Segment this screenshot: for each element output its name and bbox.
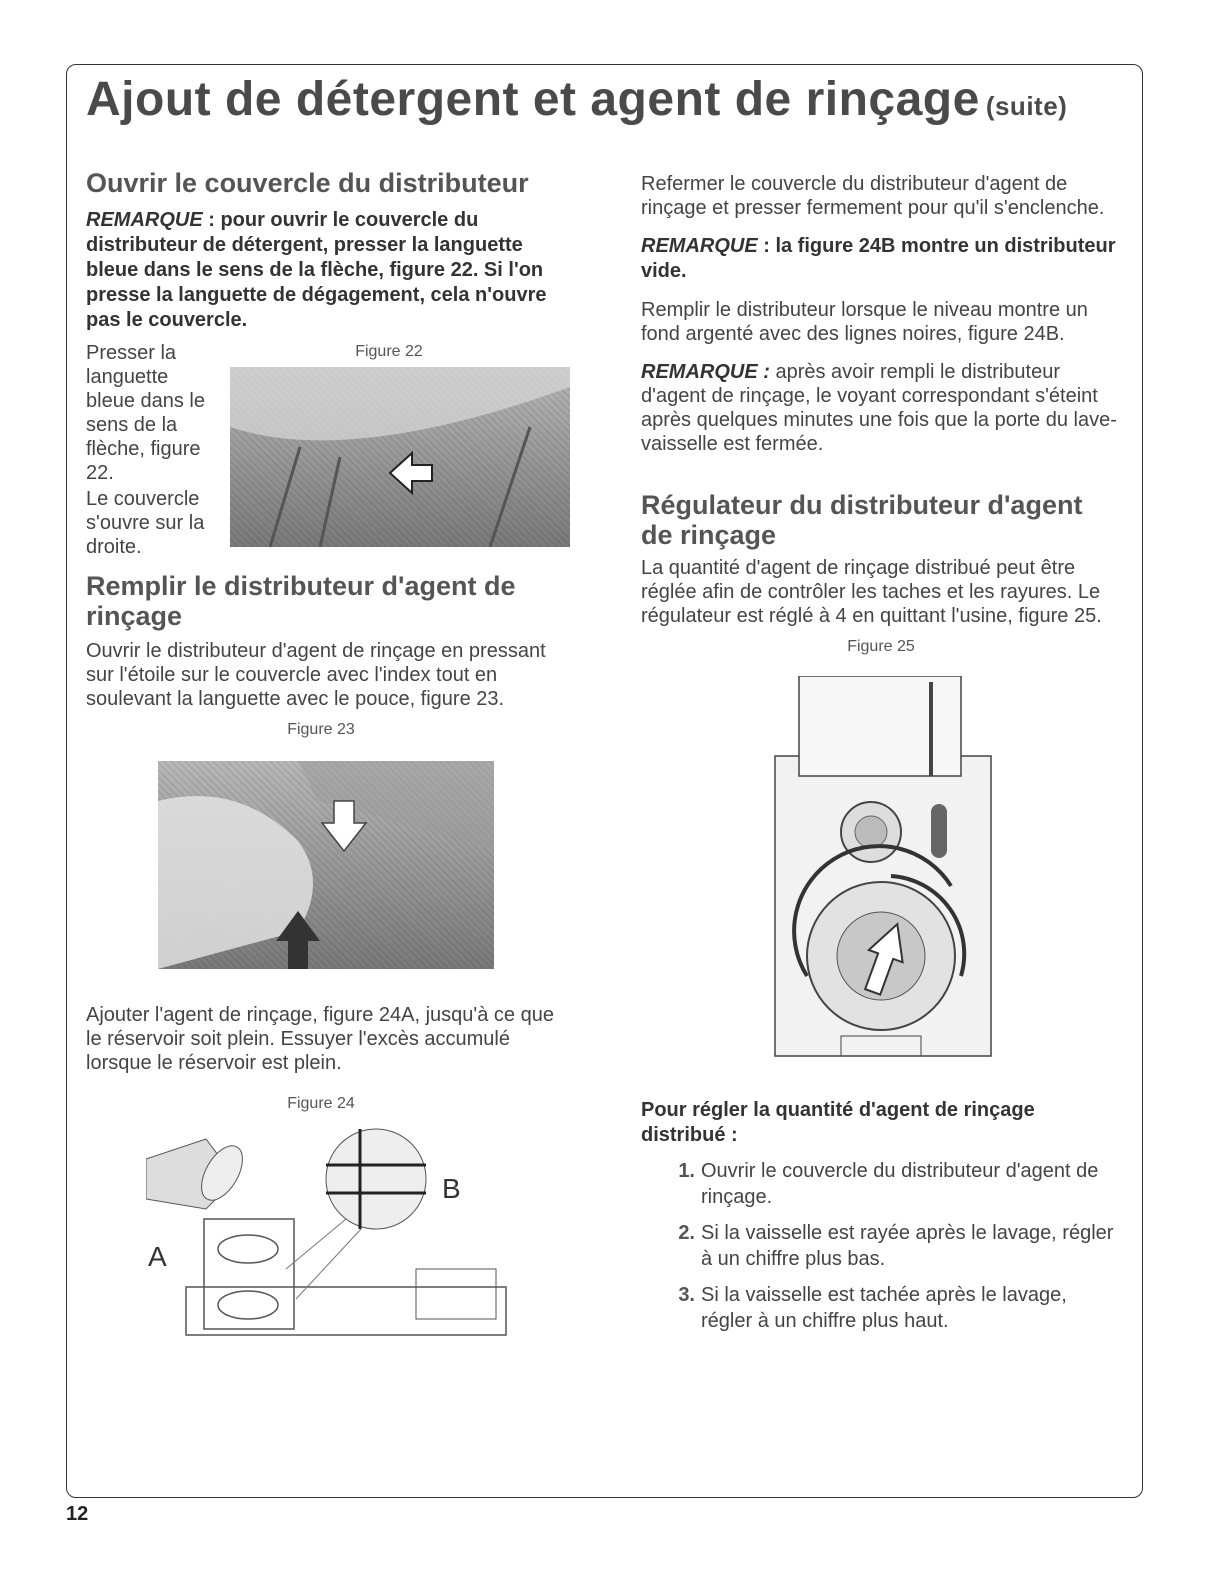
list-item: 3. Si la vaisselle est tachée après le lavage, régler à un chiffre plus haut. (678, 1284, 1067, 1332)
figure23-illustration (158, 761, 494, 969)
figure23-label: Figure 23 (287, 721, 355, 738)
figure22-image (230, 367, 570, 547)
section-heading-open-cover: Ouvrir le couvercle du distributeur (86, 168, 529, 198)
section-heading-fill-rinse: Remplir le distributeur d'agent de rinçage (86, 571, 516, 631)
figure22-label: Figure 22 (355, 343, 423, 360)
figure24-image (146, 1119, 526, 1339)
figure23-image (158, 761, 494, 969)
para-close-cover: Refermer le couvercle du distributeur d'agent de rinçage et presser fermement pour qu'il s'enclenche. (641, 173, 1105, 219)
callout-b: B (442, 1173, 461, 1204)
note-label: REMARQUE (641, 235, 758, 257)
section-heading-regulator: Régulateur du distributeur d'agent de rinçage (641, 490, 1083, 550)
note-indicator-light (641, 360, 1121, 456)
note-text: après avoir rempli le distributeur d'agent de rinçage, le voyant correspondant s'éteint après quelques minutes une fois que la porte du lave-vaisselle est fermée. (641, 361, 1117, 455)
figure25-illustration (771, 676, 1001, 1066)
callout-a: A (148, 1241, 167, 1272)
figure24-illustration (146, 1119, 526, 1339)
figure25-label: Figure 25 (847, 638, 915, 655)
figure25-image (771, 676, 1001, 1066)
para-add-rinse-aid: Ajouter l'agent de rinçage, figure 24A, jusqu'à ce que le réservoir soit plein. Essuyer l'excès accumulé lorsque le réservoir est plein. (86, 1004, 554, 1074)
note-open-cover (86, 208, 556, 333)
list-item: 2. Si la vaisselle est rayée après le lavage, régler à un chiffre plus bas. (678, 1222, 1114, 1270)
para-open-rinse-dispenser: Ouvrir le distributeur d'agent de rinçage en pressant sur l'étoile sur le couvercle avec l'index tout en soulevant la languette avec le pouce, figure 23. (86, 640, 546, 710)
page-title (86, 72, 1067, 127)
figure24-label: Figure 24 (287, 1095, 355, 1112)
note-label: REMARQUE (86, 209, 203, 231)
left-arrow-icon (390, 453, 432, 493)
page-title-suffix: (suite) (985, 91, 1068, 121)
figure22-block (86, 341, 556, 591)
note-label: REMARQUE : (641, 361, 770, 383)
note-text: : la figure 24B montre un distributeur vide. (641, 235, 1116, 282)
list-item: 1. Ouvrir le couvercle du distributeur d'agent de rinçage. (678, 1160, 1099, 1208)
page-number: 12 (66, 1503, 89, 1525)
note-empty-dispenser (641, 234, 1121, 284)
adjust-heading: Pour régler la quantité d'agent de rinçage distribué : (641, 1099, 1035, 1146)
page-title-text: Ajout de détergent et agent de rinçage (86, 73, 980, 126)
adjust-steps-list (661, 1158, 1121, 1334)
left-column (86, 168, 556, 1339)
side-text-cover-opens: Le couvercle s'ouvre sur la droite. (86, 488, 205, 558)
right-column (641, 172, 1121, 1344)
para-regulator: La quantité d'agent de rinçage distribué peut être réglée afin de contrôler les taches et les rayures. Le régulateur est réglé à 4 en quittant l'usine, figure 25. (641, 557, 1102, 627)
note-text: : pour ouvrir le couvercle du distributeur de détergent, presser la languette bleue dans le sens de la flèche, figure 22. Si l'on presse la languette de dégagement, cela n'ouvre pas le couvercle. (86, 209, 547, 331)
para-fill-when-level: Remplir le distributeur lorsque le niveau montre un fond argenté avec des lignes noires, figure 24B. (641, 299, 1088, 345)
figure22-illustration (230, 367, 570, 547)
side-text-press-tab: Presser la languette bleue dans le sens de la flèche, figure 22. (86, 342, 205, 484)
